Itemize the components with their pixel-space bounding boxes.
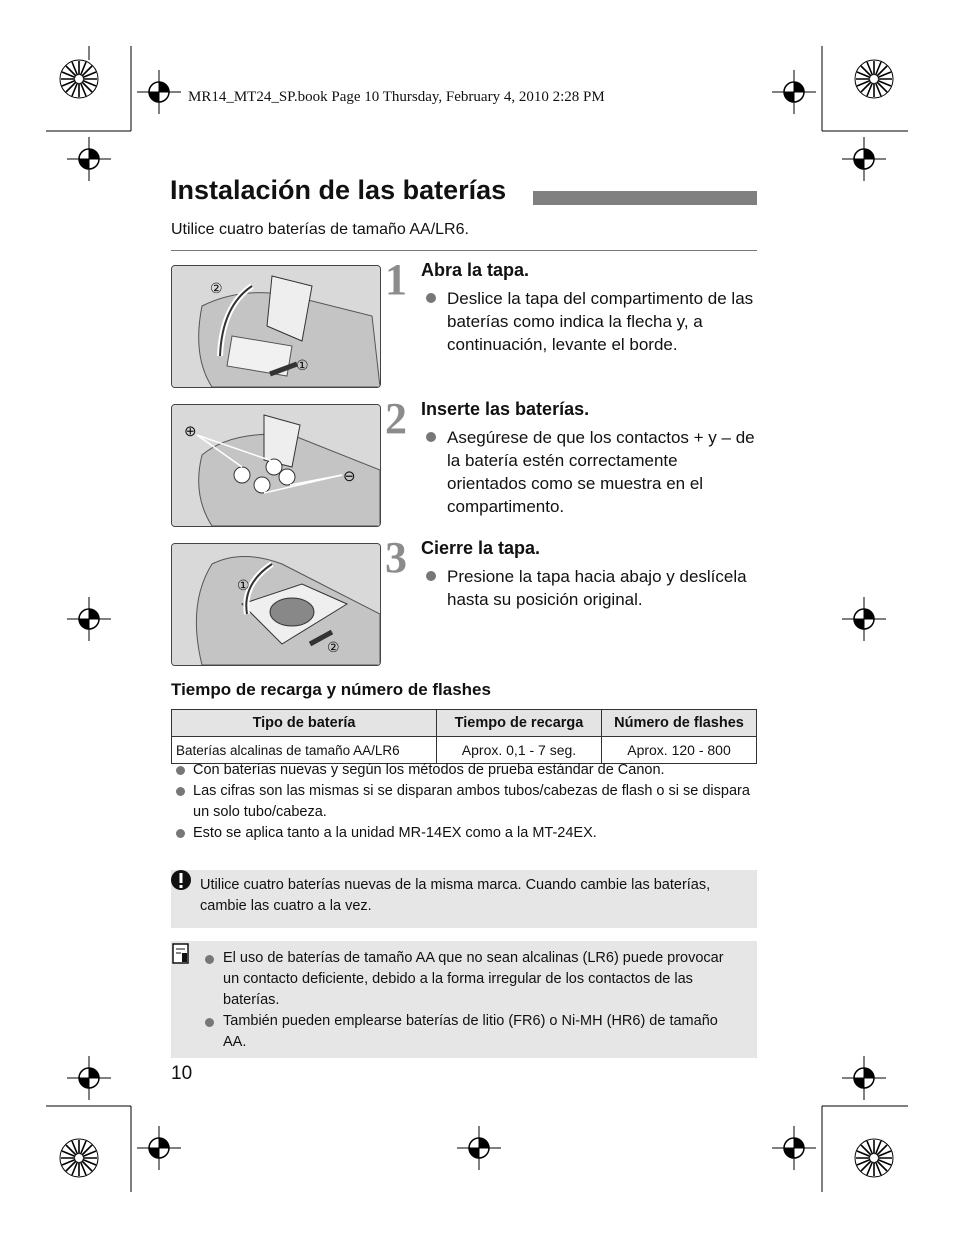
step-number: 2 — [385, 394, 407, 443]
bullet-icon — [205, 1018, 214, 1027]
step-bullet: Deslice la tapa del compartimento de las baterías como indica la flecha y, a continuación, levante el borde. — [447, 289, 754, 354]
registration-mark-icon — [60, 60, 98, 98]
registration-mark-icon — [60, 1139, 98, 1177]
recharge-table — [171, 709, 757, 764]
table-header: Tipo de batería — [172, 710, 437, 737]
caution-text: Utilice cuatro baterías nuevas de la misma marca. Cuando cambie las baterías, cambie las cuatro a la vez. — [200, 877, 711, 914]
bullet-icon — [426, 571, 436, 581]
table-header: Número de flashes — [602, 710, 757, 737]
section-subtitle: Tiempo de recarga y número de flashes — [171, 680, 491, 699]
memo-item: También pueden emplearse baterías de litio (FR6) o Ni-MH (HR6) de tamaño AA. — [223, 1013, 718, 1050]
table-cell: Baterías alcalinas de tamaño AA/LR6 — [172, 737, 437, 764]
memo-item: El uso de baterías de tamaño AA que no sean alcalinas (LR6) puede provocar un contacto deficiente, debido a la forma irregular de los contactos de las baterías. — [223, 950, 724, 1008]
registration-mark-icon — [855, 60, 893, 98]
step-number: 1 — [385, 255, 407, 304]
note-item: Con baterías nuevas y según los métodos de prueba estándar de Canon. — [193, 762, 665, 778]
step-2-illustration — [171, 404, 381, 527]
table-cell: Aprox. 0,1 - 7 seg. — [437, 737, 602, 764]
step-title: Inserte las baterías. — [421, 399, 590, 419]
step-1-illustration — [171, 265, 381, 388]
note-item: Esto se aplica tanto a la unidad MR-14EX como a la MT-24EX. — [193, 825, 597, 841]
bullet-icon — [176, 829, 185, 838]
bullet-icon — [176, 787, 185, 796]
step-3-mark-b: ② — [327, 639, 340, 655]
divider — [171, 250, 757, 251]
step-bullet: Presione la tapa hacia abajo y deslícela hasta su posición original. — [447, 567, 747, 609]
page-number: 10 — [171, 1063, 193, 1084]
bullet-icon — [205, 955, 214, 964]
bullet-icon — [426, 293, 436, 303]
step-title: Cierre la tapa. — [421, 538, 541, 558]
registration-mark-icon — [855, 1139, 893, 1177]
bullet-icon — [176, 766, 185, 775]
plus-mark-icon: ⊕ — [184, 423, 197, 440]
caution-icon — [171, 870, 193, 892]
step-title: Abra la tapa. — [421, 260, 530, 280]
title-bar — [533, 191, 757, 205]
table-cell: Aprox. 120 - 800 — [602, 737, 757, 764]
note-item: Las cifras son las mismas si se disparan ambos tubos/cabezas de flash o si se dispara un solo tubo/cabeza. — [193, 783, 750, 820]
minus-mark-icon: ⊖ — [343, 468, 356, 485]
step-1-mark-a: ② — [210, 280, 223, 296]
caution-box — [171, 870, 757, 928]
memo-icon — [172, 943, 190, 965]
step-number: 3 — [385, 533, 407, 582]
step-bullet: Asegúrese de que los contactos + y – de la batería estén correctamente orientados como se muestra en el compartimento. — [447, 428, 755, 516]
table-header: Tiempo de recarga — [437, 710, 602, 737]
page-title: Instalación de las baterías — [170, 175, 507, 205]
memo-box — [171, 941, 757, 1058]
intro-text: Utilice cuatro baterías de tamaño AA/LR6. — [171, 221, 469, 238]
step-1-mark-b: ① — [296, 357, 309, 373]
bullet-icon — [426, 432, 436, 442]
step-3-mark-a: ① — [237, 577, 250, 593]
step-3-illustration — [171, 543, 381, 666]
book-header: MR14_MT24_SP.book Page 10 Thursday, February 4, 2010 2:28 PM — [188, 89, 605, 105]
